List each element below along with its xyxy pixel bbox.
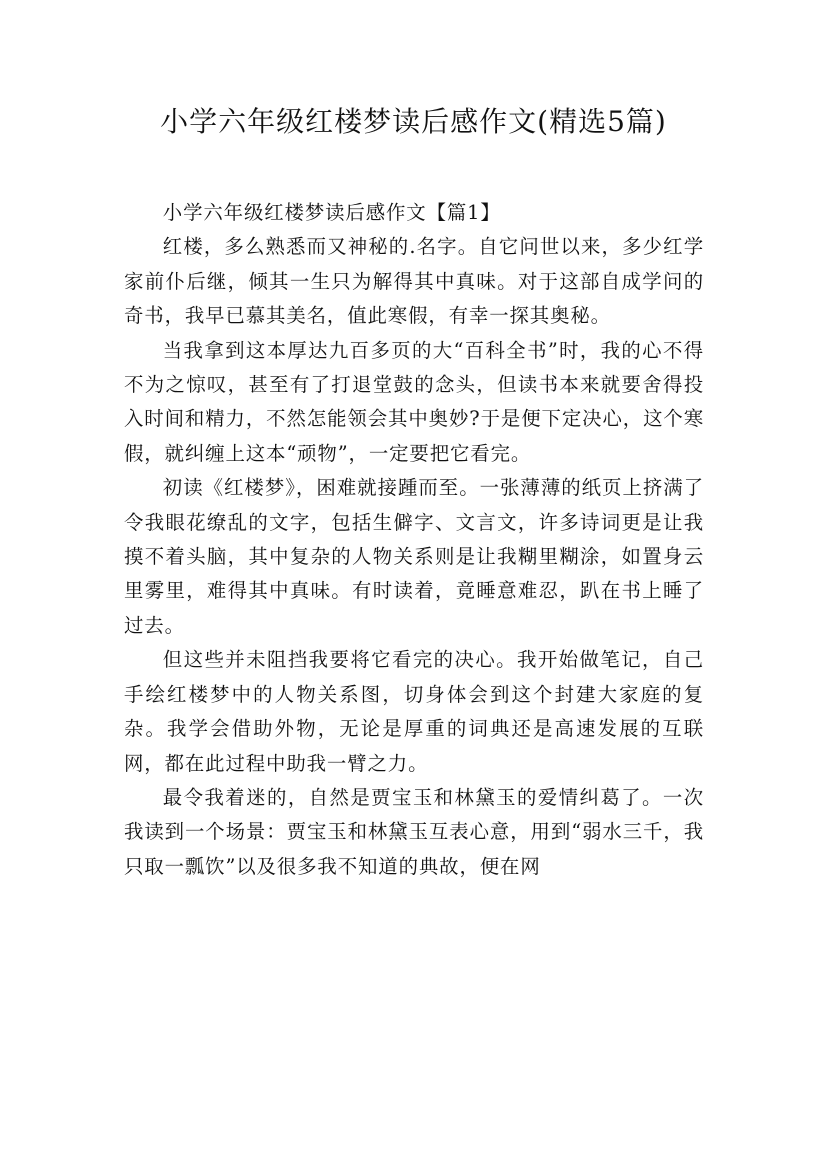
paragraph: 初读《红楼梦》，困难就接踵而至。一张薄薄的纸页上挤满了令我眼花缭乱的文字，包括生僻字、文言文，许多诗词更是让我摸不着头脑，其中复杂的人物关系则是让我糊里糊涂，如置身云里雾里，难得其中真味。有时读着，竟睡意难忍，趴在书上睡了过去。 xyxy=(124,476,704,637)
section-heading: 小学六年级红楼梦读后感作文【篇1】 xyxy=(162,201,501,224)
paragraph: 当我拿到这本厚达九百多页的大“百科全书”时，我的心不得不为之惊叹，甚至有了打退堂鼓的念头，但读书本来就要舍得投入时间和精力，不然怎能领会其中奥妙?于是便下定决心，这个寒假，就纠缠上这本“顽物”，一定要把它看完。 xyxy=(124,338,704,465)
paragraph: 最令我着迷的，自然是贾宝玉和林黛玉的爱情纠葛了。一次我读到一个场景：贾宝玉和林黛玉互表心意，用到“弱水三千，我只取一瓢饮”以及很多我不知道的典故，便在网 xyxy=(124,785,704,878)
document-title: 小学六年级红楼梦读后感作文(精选5篇) xyxy=(160,105,667,138)
paragraph: 红楼，多么熟悉而又神秘的.名字。自它问世以来，多少红学家前仆后继，倾其一生只为解得其中真味。对于这部自成学问的奇书，我早已慕其美名，值此寒假，有幸一探其奥秘。 xyxy=(124,235,704,328)
paragraph: 但这些并未阻挡我要将它看完的决心。我开始做笔记，自己手绘红楼梦中的人物关系图，切身体会到这个封建大家庭的复杂。我学会借助外物，无论是厚重的词典还是高速发展的互联网，都在此过程中助我一臂之力。 xyxy=(124,648,704,775)
document-body xyxy=(124,196,704,884)
